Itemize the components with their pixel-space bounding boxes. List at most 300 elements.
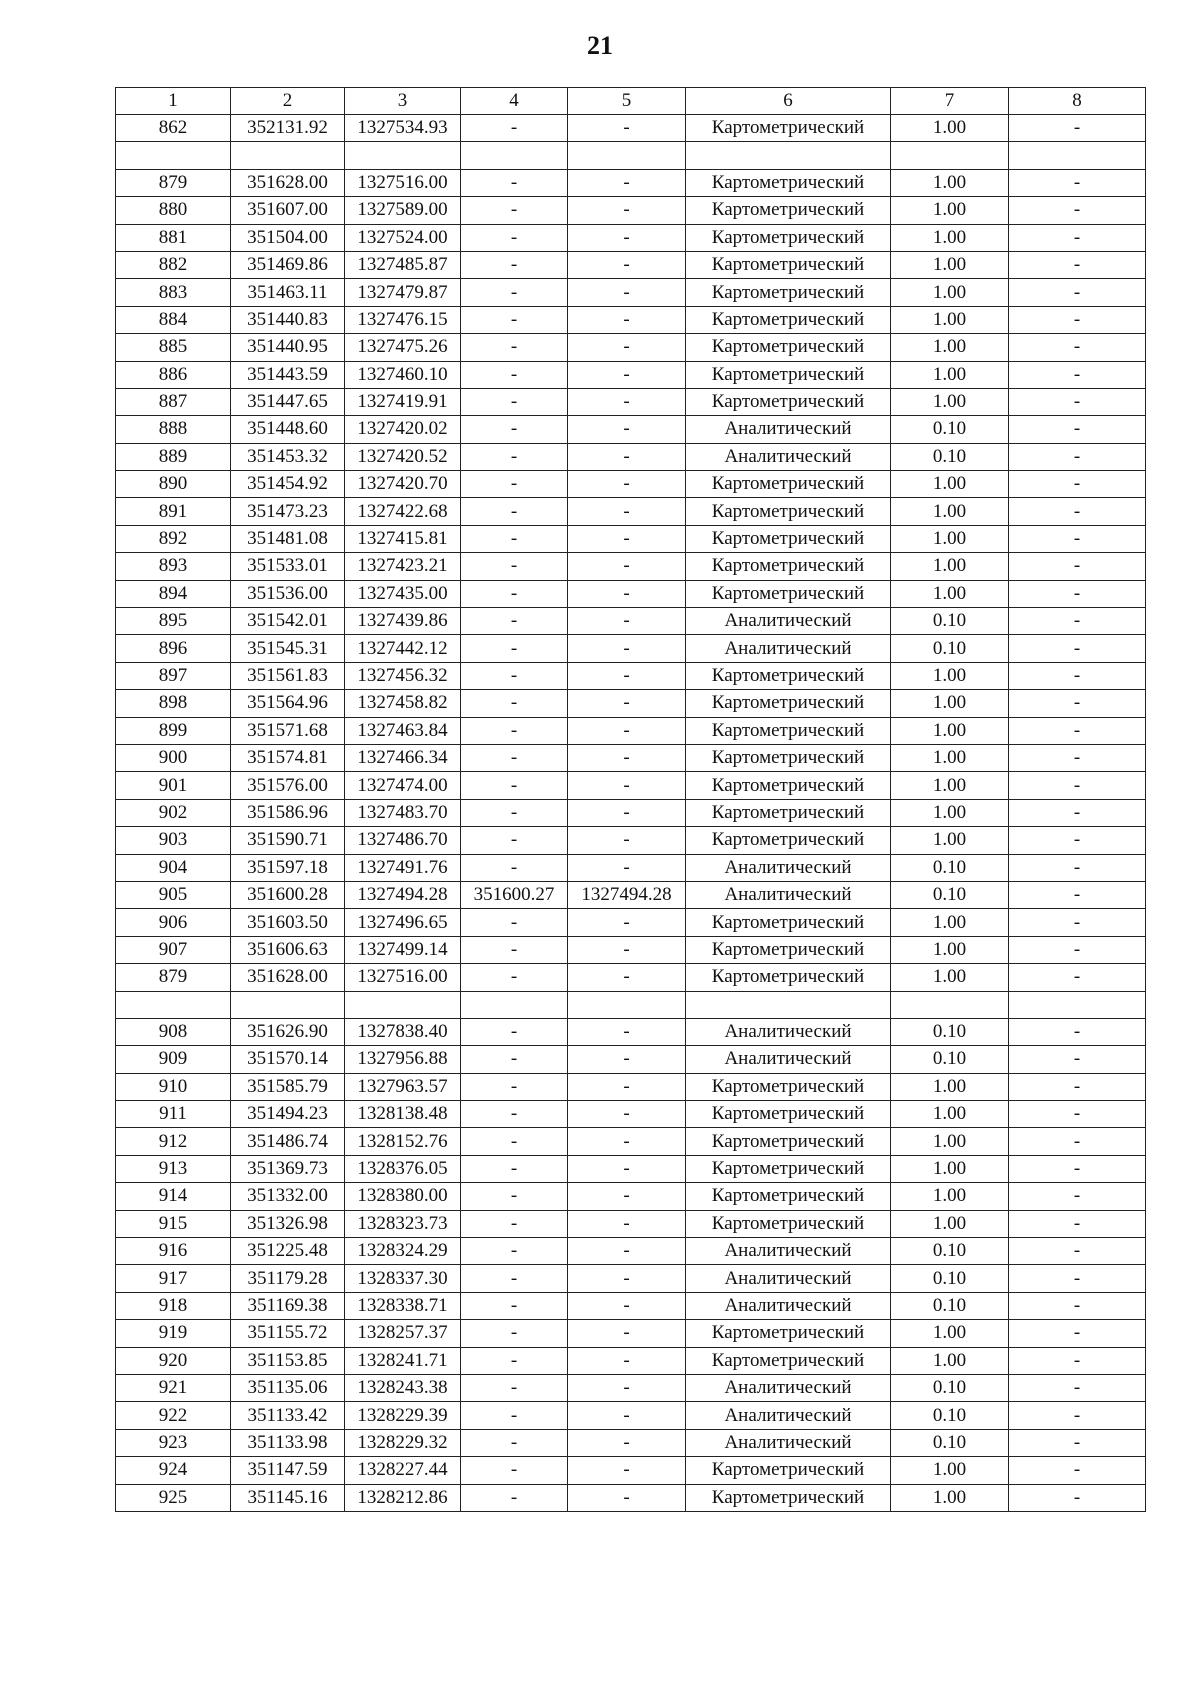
table-cell-col-5: -: [568, 799, 686, 826]
table-cell-col-8: -: [1009, 1320, 1146, 1347]
table-cell-col-7: 1.00: [891, 224, 1009, 251]
table-cell-col-8: [1009, 142, 1146, 169]
table-cell-col-6: Картометрический: [686, 279, 891, 306]
table-cell-col-4: -: [461, 717, 568, 744]
table-row: [116, 635, 1146, 662]
table-row: [116, 169, 1146, 196]
table-cell-col-4: -: [461, 1128, 568, 1155]
table-row: [116, 115, 1146, 142]
table-cell-col-4: -: [461, 1320, 568, 1347]
table-cell-col-8: -: [1009, 1374, 1146, 1401]
table-cell-col-5: -: [568, 1128, 686, 1155]
table-cell-col-4: -: [461, 580, 568, 607]
column-header-7: 7: [891, 88, 1009, 115]
table-cell-col-8: -: [1009, 1402, 1146, 1429]
table-cell-col-8: -: [1009, 525, 1146, 552]
table-cell-col-4: -: [461, 964, 568, 991]
table-cell-col-7: 1.00: [891, 1320, 1009, 1347]
table-cell-col-8: -: [1009, 662, 1146, 689]
table-cell-col-3: 1327479.87: [345, 279, 461, 306]
table-cell-col-6: Картометрический: [686, 1155, 891, 1182]
table-cell-col-6: Картометрический: [686, 744, 891, 771]
table-cell-col-2: 351533.01: [231, 553, 345, 580]
table-cell-col-6: Картометрический: [686, 909, 891, 936]
table-cell-col-2: 351326.98: [231, 1210, 345, 1237]
table-cell-col-7: 0.10: [891, 854, 1009, 881]
table-cell-col-3: 1328229.32: [345, 1429, 461, 1456]
column-header-1: 1: [116, 88, 231, 115]
table-cell-col-5: 1327494.28: [568, 881, 686, 908]
table-cell-col-6: Картометрический: [686, 169, 891, 196]
table-cell-col-2: 351145.16: [231, 1484, 345, 1511]
table-cell-col-6: Аналитический: [686, 1238, 891, 1265]
table-cell-col-1: 903: [116, 827, 231, 854]
table-cell-col-8: -: [1009, 854, 1146, 881]
table-cell-col-4: -: [461, 909, 568, 936]
table-cell-col-4: -: [461, 827, 568, 854]
table-cell-col-7: 1.00: [891, 772, 1009, 799]
table-cell-col-1: 888: [116, 416, 231, 443]
table-row: [116, 498, 1146, 525]
table-cell-col-3: 1327524.00: [345, 224, 461, 251]
table-cell-col-1: 884: [116, 306, 231, 333]
table-cell-col-3: 1327420.70: [345, 471, 461, 498]
table-cell-col-2: 351626.90: [231, 1018, 345, 1045]
table-cell-col-1: 918: [116, 1292, 231, 1319]
table-cell-col-8: -: [1009, 1238, 1146, 1265]
table-cell-col-3: 1328241.71: [345, 1347, 461, 1374]
table-cell-col-8: -: [1009, 1429, 1146, 1456]
table-cell-col-1: 916: [116, 1238, 231, 1265]
table-cell-col-1: 893: [116, 553, 231, 580]
table-cell-col-3: 1327423.21: [345, 553, 461, 580]
table-row: [116, 1457, 1146, 1484]
table-cell-col-4: -: [461, 115, 568, 142]
table-cell-col-4: -: [461, 1457, 568, 1484]
table-cell-col-6: Картометрический: [686, 772, 891, 799]
table-row: [116, 744, 1146, 771]
table-cell-col-6: Аналитический: [686, 1374, 891, 1401]
table-cell-col-7: 0.10: [891, 1429, 1009, 1456]
table-cell-col-2: 351153.85: [231, 1347, 345, 1374]
table-cell-col-5: -: [568, 388, 686, 415]
table-cell-col-7: 1.00: [891, 1155, 1009, 1182]
table-cell-col-6: Картометрический: [686, 1101, 891, 1128]
table-cell-col-8: -: [1009, 881, 1146, 908]
table-cell-col-3: 1327476.15: [345, 306, 461, 333]
table-cell-col-8: -: [1009, 717, 1146, 744]
table-cell-col-4: -: [461, 1101, 568, 1128]
table-cell-col-4: -: [461, 1347, 568, 1374]
table-cell-col-4: -: [461, 1374, 568, 1401]
table-cell-col-7: 0.10: [891, 443, 1009, 470]
table-cell-col-1: 914: [116, 1183, 231, 1210]
table-cell-col-6: Картометрический: [686, 306, 891, 333]
table-cell-col-7: 1.00: [891, 1457, 1009, 1484]
table-cell-col-6: Картометрический: [686, 115, 891, 142]
table-cell-col-8: -: [1009, 1101, 1146, 1128]
table-cell-col-2: 351603.50: [231, 909, 345, 936]
table-cell-col-7: 1.00: [891, 525, 1009, 552]
table-cell-col-8: -: [1009, 1457, 1146, 1484]
table-cell-col-2: 351486.74: [231, 1128, 345, 1155]
table-cell-col-8: -: [1009, 334, 1146, 361]
table-row: [116, 854, 1146, 881]
table-cell-col-3: 1328323.73: [345, 1210, 461, 1237]
table-cell-col-4: -: [461, 799, 568, 826]
table-cell-col-7: 1.00: [891, 909, 1009, 936]
table-cell-col-4: -: [461, 498, 568, 525]
table-row: [116, 1238, 1146, 1265]
table-row: [116, 1073, 1146, 1100]
table-cell-col-8: -: [1009, 690, 1146, 717]
table-cell-col-2: 351597.18: [231, 854, 345, 881]
table-cell-col-1: [116, 142, 231, 169]
table-cell-col-1: 920: [116, 1347, 231, 1374]
table-cell-col-6: Аналитический: [686, 1292, 891, 1319]
table-cell-col-5: [568, 142, 686, 169]
table-cell-col-7: [891, 142, 1009, 169]
table-row: [116, 306, 1146, 333]
table-cell-col-1: 904: [116, 854, 231, 881]
table-cell-col-1: 889: [116, 443, 231, 470]
table-cell-col-7: 1.00: [891, 799, 1009, 826]
table-cell-col-2: 351536.00: [231, 580, 345, 607]
table-row: [116, 251, 1146, 278]
table-cell-col-3: 1327419.91: [345, 388, 461, 415]
table-cell-col-6: Картометрический: [686, 1320, 891, 1347]
table-row: [116, 525, 1146, 552]
table-row: [116, 1155, 1146, 1182]
column-header-5: 5: [568, 88, 686, 115]
table-cell-col-5: -: [568, 608, 686, 635]
table-cell-col-4: -: [461, 608, 568, 635]
table-cell-col-3: 1327475.26: [345, 334, 461, 361]
table-row: [116, 1374, 1146, 1401]
table-cell-col-1: 919: [116, 1320, 231, 1347]
table-cell-col-7: 1.00: [891, 1101, 1009, 1128]
table-row: [116, 909, 1146, 936]
table-cell-col-8: -: [1009, 1155, 1146, 1182]
table-cell-col-5: -: [568, 1265, 686, 1292]
table-cell-col-5: -: [568, 909, 686, 936]
table-cell-col-5: -: [568, 1402, 686, 1429]
table-cell-col-3: 1327963.57: [345, 1073, 461, 1100]
table-cell-col-6: Картометрический: [686, 388, 891, 415]
table-cell-col-3: 1327496.65: [345, 909, 461, 936]
table-cell-col-3: 1328257.37: [345, 1320, 461, 1347]
table-cell-col-1: 883: [116, 279, 231, 306]
table-cell-col-8: -: [1009, 1046, 1146, 1073]
table-cell-col-3: 1328212.86: [345, 1484, 461, 1511]
table-cell-col-4: -: [461, 1238, 568, 1265]
table-cell-col-7: 1.00: [891, 1073, 1009, 1100]
table-cell-col-4: -: [461, 854, 568, 881]
table-cell-col-2: 351440.83: [231, 306, 345, 333]
table-cell-col-6: Картометрический: [686, 1128, 891, 1155]
table-cell-col-4: -: [461, 525, 568, 552]
table-cell-col-4: -: [461, 744, 568, 771]
column-header-6: 6: [686, 88, 891, 115]
table-cell-col-3: 1327534.93: [345, 115, 461, 142]
table-cell-col-5: -: [568, 1101, 686, 1128]
table-cell-col-2: 351440.95: [231, 334, 345, 361]
table-cell-col-6: Картометрический: [686, 1347, 891, 1374]
table-cell-col-1: 912: [116, 1128, 231, 1155]
table-cell-col-2: 351600.28: [231, 881, 345, 908]
table-cell-col-1: 886: [116, 361, 231, 388]
table-cell-col-1: 899: [116, 717, 231, 744]
table-cell-col-7: 0.10: [891, 416, 1009, 443]
table-cell-col-6: Аналитический: [686, 635, 891, 662]
table-cell-col-8: -: [1009, 251, 1146, 278]
table-cell-col-4: -: [461, 388, 568, 415]
table-cell-col-5: -: [568, 772, 686, 799]
table-cell-col-6: Аналитический: [686, 1402, 891, 1429]
column-header-2: 2: [231, 88, 345, 115]
table-cell-col-7: 1.00: [891, 1183, 1009, 1210]
table-cell-col-2: 351225.48: [231, 1238, 345, 1265]
table-cell-col-8: -: [1009, 115, 1146, 142]
table-cell-col-4: -: [461, 1073, 568, 1100]
table-cell-col-5: -: [568, 1183, 686, 1210]
table-cell-col-5: -: [568, 279, 686, 306]
table-cell-col-8: -: [1009, 635, 1146, 662]
table-cell-col-3: 1327516.00: [345, 964, 461, 991]
table-cell-col-4: -: [461, 690, 568, 717]
table-row: [116, 964, 1146, 991]
table-row: [116, 1128, 1146, 1155]
table-cell-col-3: 1327420.52: [345, 443, 461, 470]
table-cell-col-7: 1.00: [891, 169, 1009, 196]
table-cell-col-3: 1327491.76: [345, 854, 461, 881]
table-row: [116, 799, 1146, 826]
table-cell-col-1: 895: [116, 608, 231, 635]
table-cell-col-7: 1.00: [891, 388, 1009, 415]
table-cell-col-8: -: [1009, 799, 1146, 826]
table-cell-col-8: -: [1009, 388, 1146, 415]
table-row: [116, 1101, 1146, 1128]
table-row: [116, 580, 1146, 607]
table-cell-col-2: 351574.81: [231, 744, 345, 771]
table-cell-col-5: -: [568, 1155, 686, 1182]
table-cell-col-5: -: [568, 361, 686, 388]
table-cell-col-2: 351586.96: [231, 799, 345, 826]
table-cell-col-4: -: [461, 772, 568, 799]
table-row: [116, 279, 1146, 306]
table-cell-col-4: -: [461, 306, 568, 333]
table-row: [116, 1046, 1146, 1073]
table-cell-col-8: -: [1009, 306, 1146, 333]
table-cell-col-8: -: [1009, 936, 1146, 963]
table-cell-col-4: -: [461, 1210, 568, 1237]
table-cell-col-6: Картометрический: [686, 580, 891, 607]
table-cell-col-8: -: [1009, 553, 1146, 580]
table-cell-col-8: -: [1009, 964, 1146, 991]
table-cell-col-8: -: [1009, 471, 1146, 498]
table-cell-col-5: -: [568, 525, 686, 552]
table-cell-col-5: -: [568, 1347, 686, 1374]
table-cell-col-7: 1.00: [891, 690, 1009, 717]
table-cell-col-5: -: [568, 251, 686, 278]
table-cell-col-4: [461, 991, 568, 1018]
table-cell-col-1: 908: [116, 1018, 231, 1045]
table-cell-col-6: Картометрический: [686, 1484, 891, 1511]
table-cell-col-7: 1.00: [891, 334, 1009, 361]
table-cell-col-3: 1328338.71: [345, 1292, 461, 1319]
table-cell-col-3: 1327435.00: [345, 580, 461, 607]
table-cell-col-8: -: [1009, 1128, 1146, 1155]
table-cell-col-7: 1.00: [891, 361, 1009, 388]
table-cell-col-8: -: [1009, 772, 1146, 799]
table-cell-col-2: 351542.01: [231, 608, 345, 635]
table-cell-col-2: 351585.79: [231, 1073, 345, 1100]
table-cell-col-5: -: [568, 306, 686, 333]
table-cell-col-2: 351494.23: [231, 1101, 345, 1128]
table-cell-col-6: Картометрический: [686, 197, 891, 224]
column-header-4: 4: [461, 88, 568, 115]
table-row: [116, 936, 1146, 963]
table-cell-col-1: 881: [116, 224, 231, 251]
table-cell-col-7: 1.00: [891, 827, 1009, 854]
table-cell-col-7: 0.10: [891, 1402, 1009, 1429]
table-cell-col-7: 0.10: [891, 635, 1009, 662]
table-cell-col-6: Картометрический: [686, 690, 891, 717]
table-row: [116, 662, 1146, 689]
table-cell-col-6: Аналитический: [686, 416, 891, 443]
table-cell-col-1: 897: [116, 662, 231, 689]
table-cell-col-6: Картометрический: [686, 1210, 891, 1237]
table-cell-col-1: [116, 991, 231, 1018]
table-cell-col-2: [231, 142, 345, 169]
column-header-8: 8: [1009, 88, 1146, 115]
table-cell-col-2: 351607.00: [231, 197, 345, 224]
table-cell-col-4: -: [461, 1402, 568, 1429]
table-cell-col-5: -: [568, 1484, 686, 1511]
table-cell-col-6: [686, 991, 891, 1018]
table-cell-col-1: 890: [116, 471, 231, 498]
table-cell-col-8: -: [1009, 1210, 1146, 1237]
table-cell-col-7: 0.10: [891, 1018, 1009, 1045]
table-cell-col-6: Картометрический: [686, 498, 891, 525]
table-cell-col-7: 0.10: [891, 1374, 1009, 1401]
page-number: 21: [587, 31, 613, 60]
table-cell-col-1: 913: [116, 1155, 231, 1182]
table-cell-col-4: -: [461, 1183, 568, 1210]
table-cell-col-5: -: [568, 443, 686, 470]
separator-row: [116, 991, 1146, 1018]
table-cell-col-1: 921: [116, 1374, 231, 1401]
table-cell-col-2: 351135.06: [231, 1374, 345, 1401]
table-cell-col-8: -: [1009, 909, 1146, 936]
table-row: [116, 1347, 1146, 1374]
table-row: [116, 1484, 1146, 1511]
table-row: [116, 334, 1146, 361]
table-cell-col-3: 1327456.32: [345, 662, 461, 689]
table-cell-col-8: -: [1009, 224, 1146, 251]
table-cell-col-4: -: [461, 1429, 568, 1456]
table-cell-col-8: -: [1009, 361, 1146, 388]
table-cell-col-4: [461, 142, 568, 169]
table-cell-col-3: 1327463.84: [345, 717, 461, 744]
table-cell-col-2: 351590.71: [231, 827, 345, 854]
table-cell-col-1: 905: [116, 881, 231, 908]
table-cell-col-7: 1.00: [891, 717, 1009, 744]
table-cell-col-3: 1328380.00: [345, 1183, 461, 1210]
table-cell-col-6: Аналитический: [686, 443, 891, 470]
table-cell-col-3: 1327460.10: [345, 361, 461, 388]
table-cell-col-3: 1327516.00: [345, 169, 461, 196]
table-cell-col-7: 0.10: [891, 1238, 1009, 1265]
table-cell-col-8: [1009, 991, 1146, 1018]
table-cell-col-6: Картометрический: [686, 553, 891, 580]
table-cell-col-7: 1.00: [891, 553, 1009, 580]
table-cell-col-6: Картометрический: [686, 662, 891, 689]
table-cell-col-5: -: [568, 115, 686, 142]
table-cell-col-3: 1328227.44: [345, 1457, 461, 1484]
table-cell-col-8: -: [1009, 1292, 1146, 1319]
table-cell-col-1: 892: [116, 525, 231, 552]
table-cell-col-8: -: [1009, 608, 1146, 635]
table-cell-col-5: -: [568, 1210, 686, 1237]
table-row: [116, 1429, 1146, 1456]
table-cell-col-7: 1.00: [891, 197, 1009, 224]
table-cell-col-3: 1327422.68: [345, 498, 461, 525]
table-row: [116, 1265, 1146, 1292]
table-row: [116, 443, 1146, 470]
table-cell-col-3: 1327439.86: [345, 608, 461, 635]
table-cell-col-7: [891, 991, 1009, 1018]
table-cell-col-5: -: [568, 744, 686, 771]
table-cell-col-4: 351600.27: [461, 881, 568, 908]
table-row: [116, 690, 1146, 717]
table-cell-col-6: Аналитический: [686, 1018, 891, 1045]
table-cell-col-5: -: [568, 717, 686, 744]
table-cell-col-2: 351570.14: [231, 1046, 345, 1073]
table-cell-col-2: 351606.63: [231, 936, 345, 963]
table-row: [116, 1183, 1146, 1210]
table-cell-col-3: 1327485.87: [345, 251, 461, 278]
table-cell-col-1: 909: [116, 1046, 231, 1073]
separator-row: [116, 142, 1146, 169]
table-cell-col-2: 351443.59: [231, 361, 345, 388]
table-cell-col-2: 351571.68: [231, 717, 345, 744]
table-cell-col-6: Картометрический: [686, 224, 891, 251]
table-cell-col-8: -: [1009, 443, 1146, 470]
table-cell-col-5: -: [568, 635, 686, 662]
table-cell-col-6: Аналитический: [686, 854, 891, 881]
table-cell-col-1: 907: [116, 936, 231, 963]
table-cell-col-2: 351155.72: [231, 1320, 345, 1347]
table-cell-col-1: 879: [116, 964, 231, 991]
table-cell-col-4: -: [461, 361, 568, 388]
table-cell-col-2: 351133.42: [231, 1402, 345, 1429]
table-row: [116, 224, 1146, 251]
table-cell-col-4: -: [461, 334, 568, 361]
table-cell-col-6: Картометрический: [686, 251, 891, 278]
table-cell-col-5: -: [568, 1292, 686, 1319]
table-cell-col-5: -: [568, 580, 686, 607]
table-row: [116, 827, 1146, 854]
table-cell-col-3: 1327499.14: [345, 936, 461, 963]
table-cell-col-1: 898: [116, 690, 231, 717]
table-cell-col-4: -: [461, 279, 568, 306]
table-cell-col-6: Картометрический: [686, 334, 891, 361]
table-cell-col-3: 1327420.02: [345, 416, 461, 443]
table-cell-col-1: 924: [116, 1457, 231, 1484]
table-cell-col-2: 351448.60: [231, 416, 345, 443]
table-cell-col-1: 915: [116, 1210, 231, 1237]
